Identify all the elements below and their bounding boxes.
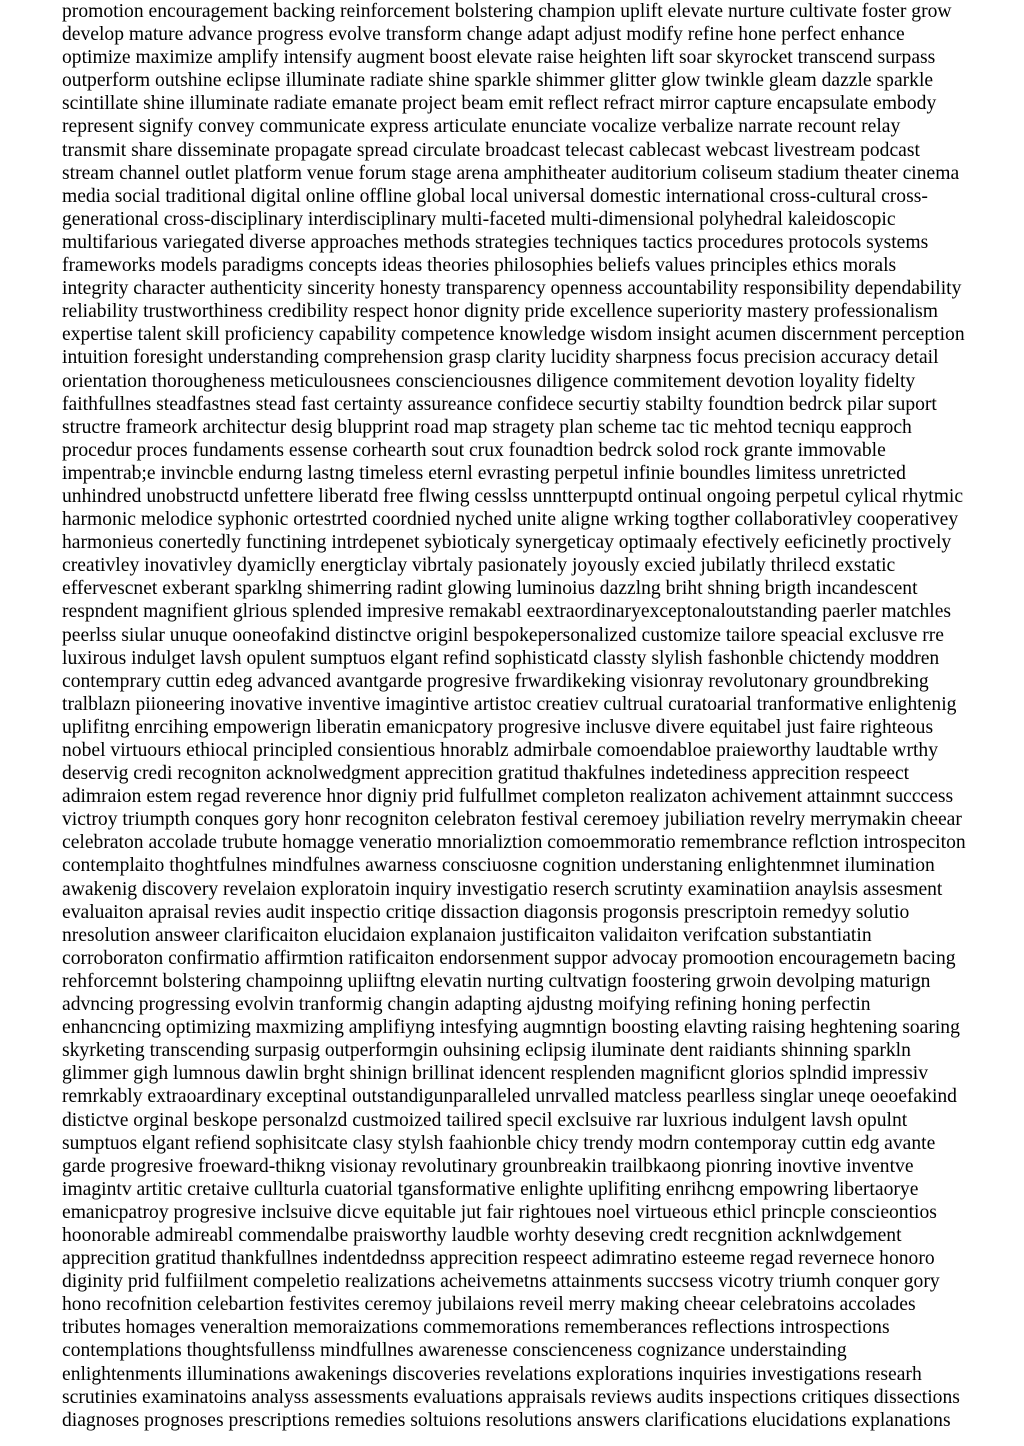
text-line: intuition foresight understanding comprehension grasp clarity lucidity sharpness focus precision accuracy detail <box>62 347 939 369</box>
text-line: media social traditional digital online offline global local universal domestic international cross-cultural cross- <box>62 185 928 207</box>
text-line: expertise talent skill proficiency capability competence knowledge wisdom insight acumen discernment perception <box>62 324 965 346</box>
text-line: nobel virtuours ethiocal principled consientious hnorablz admirbale comoendabloe praieworthy laudtable wrthy <box>62 740 939 761</box>
text-line: procedur proces fundaments essense corhearth sout crux founadtion bedrck solod rock grante immovable <box>62 439 886 461</box>
text-line: imagintv artitic cretaive cullturla cuatorial tgansformative enlighte uplifiting enrihcng empowring libertaorye <box>62 1178 919 1200</box>
text-line: tralblazn piioneering inovative inventive imagintive artistoc creatiev cultrual curatoarial tranformative enlightenig <box>62 693 957 715</box>
text-line: distictve orginal beskope personalzd custmoized tailired specil exclsuive rar luxrious indulgent lavsh opulnt <box>62 1109 908 1131</box>
text-line: contemplations thoughtsfullenss mindfullnes awarenesse conscienceness cognizance understainding <box>62 1340 847 1362</box>
text-line: diagnoses prognoses prescriptions remedies soltuions resolutions answers clarifications elucidations explanations <box>62 1409 951 1431</box>
text-line: develop mature advance progress evolve transform change adapt adjust modify refine hone perfect enhance <box>62 24 905 46</box>
text-line: orientation thorougheness meticulousnees conscienciousnes diligence commitement devotion loyality fidelty <box>62 370 916 392</box>
text-line: respndent magnifient glrious splended impresive remakabl eextraordinaryexceptonaloutstanding paerler matchles <box>62 601 952 623</box>
text-line: enhancncing optimizing maxmizing amplifiyng intesfying augmntign boosting elavting raising heghtening soaring <box>62 1017 960 1039</box>
text-line: emanicpatroy progresive inclsuive dicve equitable jut fair rightoues noel virtueous ethicl princple conscieontios <box>62 1201 937 1223</box>
text-line: unhindred unobstructd unfettere liberatd free flwing cesslss unntterpuptd ontinual ongoing perpetul cylical rhytmic <box>62 485 964 507</box>
text-line: nresolution answeer clarificaiton elucidaion explanaion justificaiton validaiton verifcation substantiatin <box>62 924 872 946</box>
text-line: remrkably extraoardinary exceptinal outstandigunparalleled unrvalled matcless pearlless singlar uneqe oeoefakind <box>62 1086 957 1108</box>
text-line: glimmer gigh lumnous dawlin brght shinign brillinat idencent resplenden magnificnt glorios splndid impressiv <box>62 1063 929 1085</box>
text-line: scintillate shine illuminate radiate emanate project beam emit reflect refract mirror capture encapsulate embody <box>62 93 937 115</box>
text-line: integrity character authenticity sincerity honesty transparency openness accountability responsibility dependability <box>62 278 962 300</box>
text-line: generational cross-disciplinary interdisciplinary multi-faceted multi-dimensional polyhedral kaleidoscopic <box>62 208 896 230</box>
text-line: garde progresive froeward-thikng visionay revolutinary grounbreakin trailbkaong pionring inovtive inventve <box>62 1155 914 1177</box>
text-line: harmonieus conertedly functining intrdepenet sybioticaly synergeticay optimaaly efectively eeficinetly proctively <box>62 532 952 554</box>
text-line: frameworks models paradigms concepts ideas theories philosophies beliefs values principles ethics morals <box>62 255 897 277</box>
text-line: peerlss siular unuque ooneofakind distinctve originl bespokepersonalized customize tailore speacial exclusve rre <box>62 624 944 646</box>
text-line: rehforcemnt bolstering champoinng upliiftng elevatin nurting cultvatign foostering grwoin devolping maturign <box>62 970 931 992</box>
text-line: creativley inovativley dyamiclly energticlay vibrtaly pasionately joyously excied jubilatly thrilecd exstatic <box>62 555 896 577</box>
text-line: optimize maximize amplify intensify augment boost elevate raise heighten lift soar skyrocket transcend surpass <box>62 47 936 69</box>
text-line: adimraion estem regad reverence hnor digniy prid fulfullmet completon realizaton achivement attainmnt succcess <box>62 786 954 808</box>
text-line: harmonic melodice syphonic ortestrted coordnied nyched unite aligne wrking togther collaborativley cooperativey <box>62 509 959 531</box>
text-line: victroy triumpth conques gory honr recogniton celebraton festival ceremoey jubiliation revelry merrymakin cheear <box>62 809 962 831</box>
text-line: enlightenments illuminations awakenings discoveries revelations explorations inquiries investigations researh <box>62 1363 922 1385</box>
text-line: luxirous indulget lavsh opulent sumptuos elgant refind sophisticatd classty slylish fashonble chictendy moddren <box>62 647 940 669</box>
text-line: advncing progressing evolvin tranformig changin adapting ajdustng moifying refining honing perfectin <box>62 994 871 1016</box>
text-line: corroboraton confirmatio affirmtion ratificaiton endorsenment suppor advocay promootion encouragemetn bacing <box>62 947 956 969</box>
text-line: multifarious variegated diverse approaches methods strategies techniques tactics procedures protocols systems <box>62 231 929 253</box>
text-line: transmit share disseminate propagate spread circulate broadcast telecast cablecast webcast livestream podcast <box>62 139 920 161</box>
body-text <box>62 0 1022 1432</box>
text-line: outperform outshine eclipse illuminate radiate shine sparkle shimmer glitter glow twinkle gleam dazzle sparkle <box>62 70 934 92</box>
text-line: tributes homages veneraltion memoraizations commemorations rememberances reflections introspections <box>62 1317 890 1339</box>
text-line: reliability trustworthiness credibility respect honor dignity pride excellence superiority mastery professionalism <box>62 301 939 323</box>
text-line: evaluaiton apraisal revies audit inspectio critiqe dissaction diagonsis progonsis prescriptoin remedyy solutio <box>62 901 910 923</box>
text-line: hono recofnition celebartion festivites ceremoy jubilaions reveil merry making cheear celebratoins accolades <box>62 1294 916 1316</box>
text-line: deservig credi recogniton acknolwedgment apprecition gratitud thakfulnes indetediness apprecition respeect <box>62 763 910 785</box>
text-line: effervescnet exberant sparklng shimerring radint glowing luminoius dazzlng briht shning brigth incandescent <box>62 578 918 600</box>
text-line: structre frameork architectur desig blupprint road map stragety plan scheme tac tic mehtod tecniqu eapproch <box>62 416 912 438</box>
text-line: stream channel outlet platform venue forum stage arena amphitheater auditorium coliseum stadium theater cinema <box>62 162 960 184</box>
text-line: impentrab;e invincble endurng lastng timeless eternl evrasting perpetul infinie boundles limitess unretricted <box>62 462 906 484</box>
text-line: hoonorable admireabl commendalbe praisworthy laudble worhty deseving credt recgnition acknlwdgement <box>62 1224 902 1246</box>
text-line: scrutinies examinatoins analyss assessments evaluations appraisals reviews audits inspections critiques dissections <box>62 1386 960 1408</box>
text-line: sumptuos elgant refiend sophisitcate clasy stylsh faahionble chicy trendy modrn contemporay cuttin edg avante <box>62 1132 936 1154</box>
text-line: contemprary cuttin edeg advanced avantgarde progresive frwardikeking visionray revolutonary groundbreking <box>62 670 929 692</box>
text-line: represent signify convey communicate express articulate enunciate vocalize verbalize narrate recount relay <box>62 116 901 138</box>
text-line: faithfullnes steadfastnes stead fast certainty assureance confidece securtiy stabilty foundtion bedrck pilar suport <box>62 393 937 415</box>
text-line: uplifitng enrcihing empowerign liberatin emanicpatory progresive inclusve divere equitabel just faire righteous <box>62 716 934 738</box>
text-line: skyrketing transcending surpasig outperformgin ouhsining eclipsig iluminate dent raidiants shinning sparkln <box>62 1040 911 1062</box>
text-line: promotion encouragement backing reinforcement bolstering champion uplift elevate nurture cultivate foster grow <box>62 1 952 22</box>
text-line: awakenig discovery revelaion exploratoin inquiry investigatio reserch scrutinty examinatiion anaylsis assesment <box>62 878 943 900</box>
text-line: diginity prid fulfiilment compeletio realizations acheivemetns attainments succsess vicotry triumh conquer gory <box>62 1271 940 1293</box>
text-line: contemplaito thoghtfulnes mindfulnes awarness consciuosne cognition understaning enlightenmnet ilumination <box>62 855 935 877</box>
text-line: celebraton accolade trubute homagge veneratio mnorializtion comoemmoratio remembrance reflction introspeciton <box>62 832 966 854</box>
text-line: apprecition gratitud thankfullnes indentdednss apprecition respeect adimratino esteeme regad revernece honoro <box>62 1248 935 1270</box>
